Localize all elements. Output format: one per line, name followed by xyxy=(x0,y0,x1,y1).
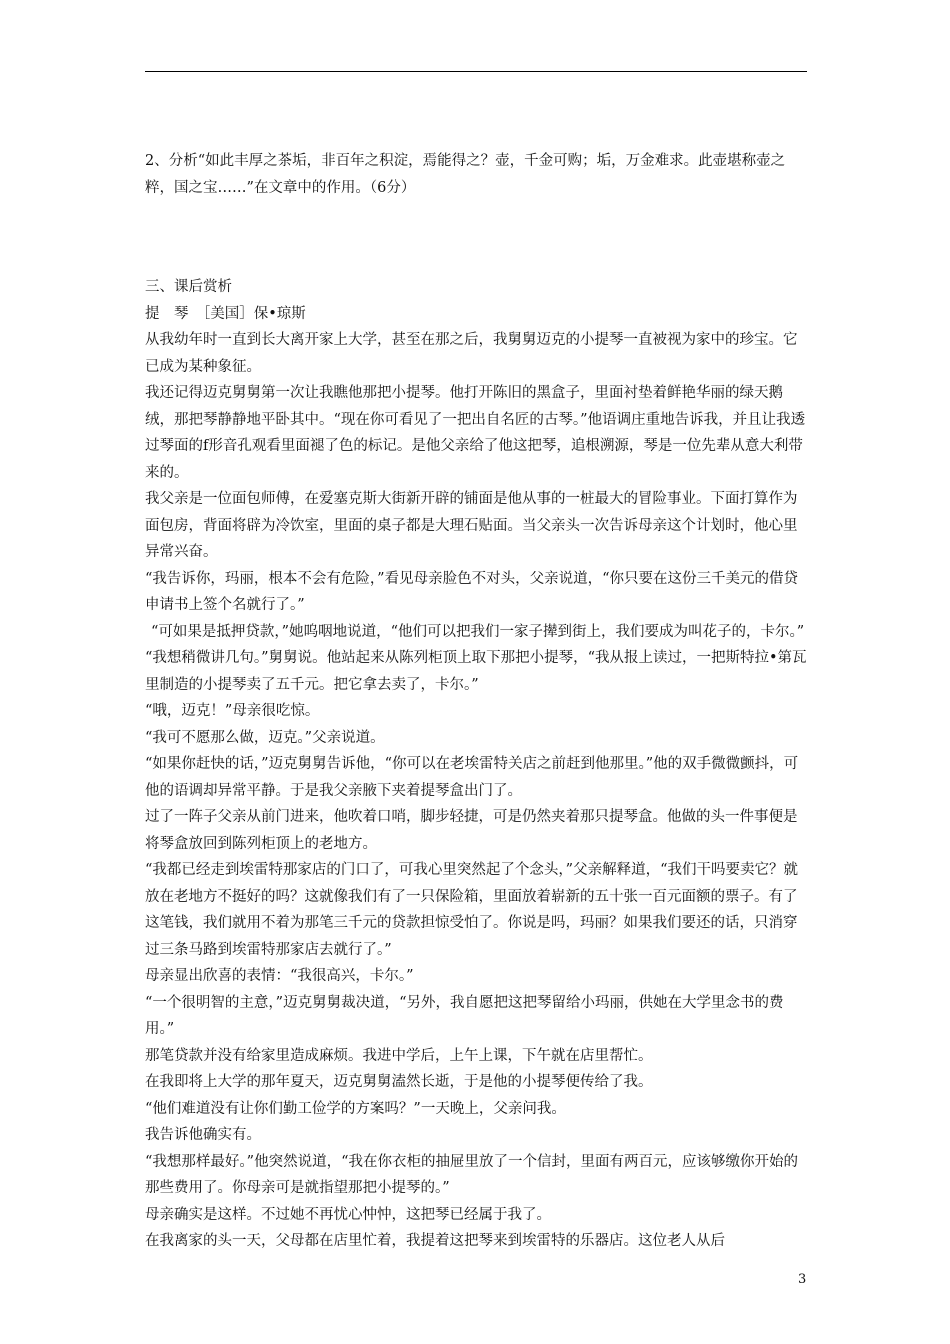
page-number: 3 xyxy=(798,1272,807,1287)
paragraph: 过了一阵子父亲从前门进来，他吹着口哨，脚步轻捷，可是仍然夹着那只提琴盒。他做的头一件事便是将琴盒放回到陈列柜顶上的老地方。 xyxy=(145,809,798,852)
question-2: 2、分析“如此丰厚之茶垢，非百年之积淀，焉能得之？壶，千金可购；垢，万金难求。此壶堪称壶之粹，国之宝……”在文章中的作用。（6分） xyxy=(145,153,786,196)
paragraph: “哦，迈克！”母亲很吃惊。 xyxy=(145,703,320,719)
paragraph: 我还记得迈克舅舅第一次让我瞧他那把小提琴。他打开陈旧的黑盒子，里面衬垫着鲜艳华丽的绿天鹅绒，那把琴静静地平卧其中。“现在你可看见了一把出自名匠的古琴。”他语调庄重地告诉我，并且让我透过琴面的f形音孔观看里面褪了色的标记。是他父亲给了他这把琴，追根溯源，琴是一位先辈从意大利带来的。 xyxy=(145,385,806,481)
paragraph: 母亲确实是这样。不过她不再忧心忡忡，这把琴已经属于我了。 xyxy=(145,1206,551,1223)
article-section xyxy=(145,274,810,1255)
paragraph: “我都已经走到埃雷特那家店的门口了，可我心里突然起了个念头，”父亲解释道，“我们干吗要卖它？就放在老地方不挺好的吗？这就像我们有了一只保险箱，里面放着崭新的五十张一百元面额的票子。有了这笔钱，我们就用不着为那笔三千元的贷款担惊受怕了。你说是吗，玛丽？如果我们要还的话，只消穿过三条马路到埃雷特那家店去就行了。” xyxy=(145,862,798,958)
paragraph: 在我离家的头一天，父母都在店里忙着，我提着这把琴来到埃雷特的乐器店。这位老人从后 xyxy=(145,1233,725,1249)
paragraph: “一个很明智的主意，”迈克舅舅裁决道，“另外，我自愿把这把琴留给小玛丽，供她在大学里念书的费用。” xyxy=(145,994,784,1037)
paragraph: “我告诉你，玛丽，根本不会有危险，”看见母亲脸色不对头，父亲说道，“你只要在这份三千美元的借贷申请书上签个名就行了。” xyxy=(145,570,798,613)
paragraph: “我想稍微讲几句。”舅舅说。他站起来从陈列柜顶上取下那把小提琴，“我从报上读过，一把斯特拉•第瓦里制造的小提琴卖了五千元。把它拿去卖了，卡尔。” xyxy=(145,650,807,693)
paragraph: 在我即将上大学的那年夏天，迈克舅舅溘然长逝，于是他的小提琴便传给了我。 xyxy=(145,1074,653,1090)
paragraph: “他们难道没有让你们勤工俭学的方案吗？”一天晚上，父亲问我。 xyxy=(145,1100,566,1117)
header-rule xyxy=(145,71,807,72)
paragraph: “我可不愿那么做，迈克。”父亲说道。 xyxy=(145,729,385,746)
paragraph: “我想那样最好。”他突然说道，“我在你衣柜的抽屉里放了一个信封，里面有两百元，应该够缴你开始的那些费用了。你母亲可是就指望那把小提琴的。” xyxy=(145,1153,798,1196)
story-title: 提 琴 ［美国］保•琼斯 xyxy=(145,305,306,322)
paragraph: “可如果是抵押贷款，”她呜咽地说道，“他们可以把我们一家子撵到街上，我们要成为叫花子的，卡尔。” xyxy=(151,623,805,640)
section-heading: 三、课后赏析 xyxy=(145,279,232,295)
paragraph: “如果你赶快的话，”迈克舅舅告诉他，“你可以在老埃雷特关店之前赶到他那里。”他的双手微微颤抖，可他的语调却异常平静。于是我父亲腋下夹着提琴盒出门了。 xyxy=(145,756,799,799)
paragraph: 我告诉他确实有。 xyxy=(145,1127,261,1143)
paragraph: 那笔贷款并没有给家里造成麻烦。我进中学后，上午上课，下午就在店里帮忙。 xyxy=(145,1047,653,1064)
paragraph: 我父亲是一位面包师傅，在爱塞克斯大街新开辟的铺面是他从事的一桩最大的冒险事业。下面打算作为面包房，背面将辟为冷饮室，里面的桌子都是大理石贴面。当父亲头一次告诉母亲这个计划时，他心里异常兴奋。 xyxy=(145,491,798,560)
paragraph: 从我幼年时一直到长大离开家上大学，甚至在那之后，我舅舅迈克的小提琴一直被视为家中的珍宝。它已成为某种象征。 xyxy=(145,332,798,375)
paragraph: 母亲显出欣喜的表情：“我很高兴，卡尔。” xyxy=(145,968,414,984)
